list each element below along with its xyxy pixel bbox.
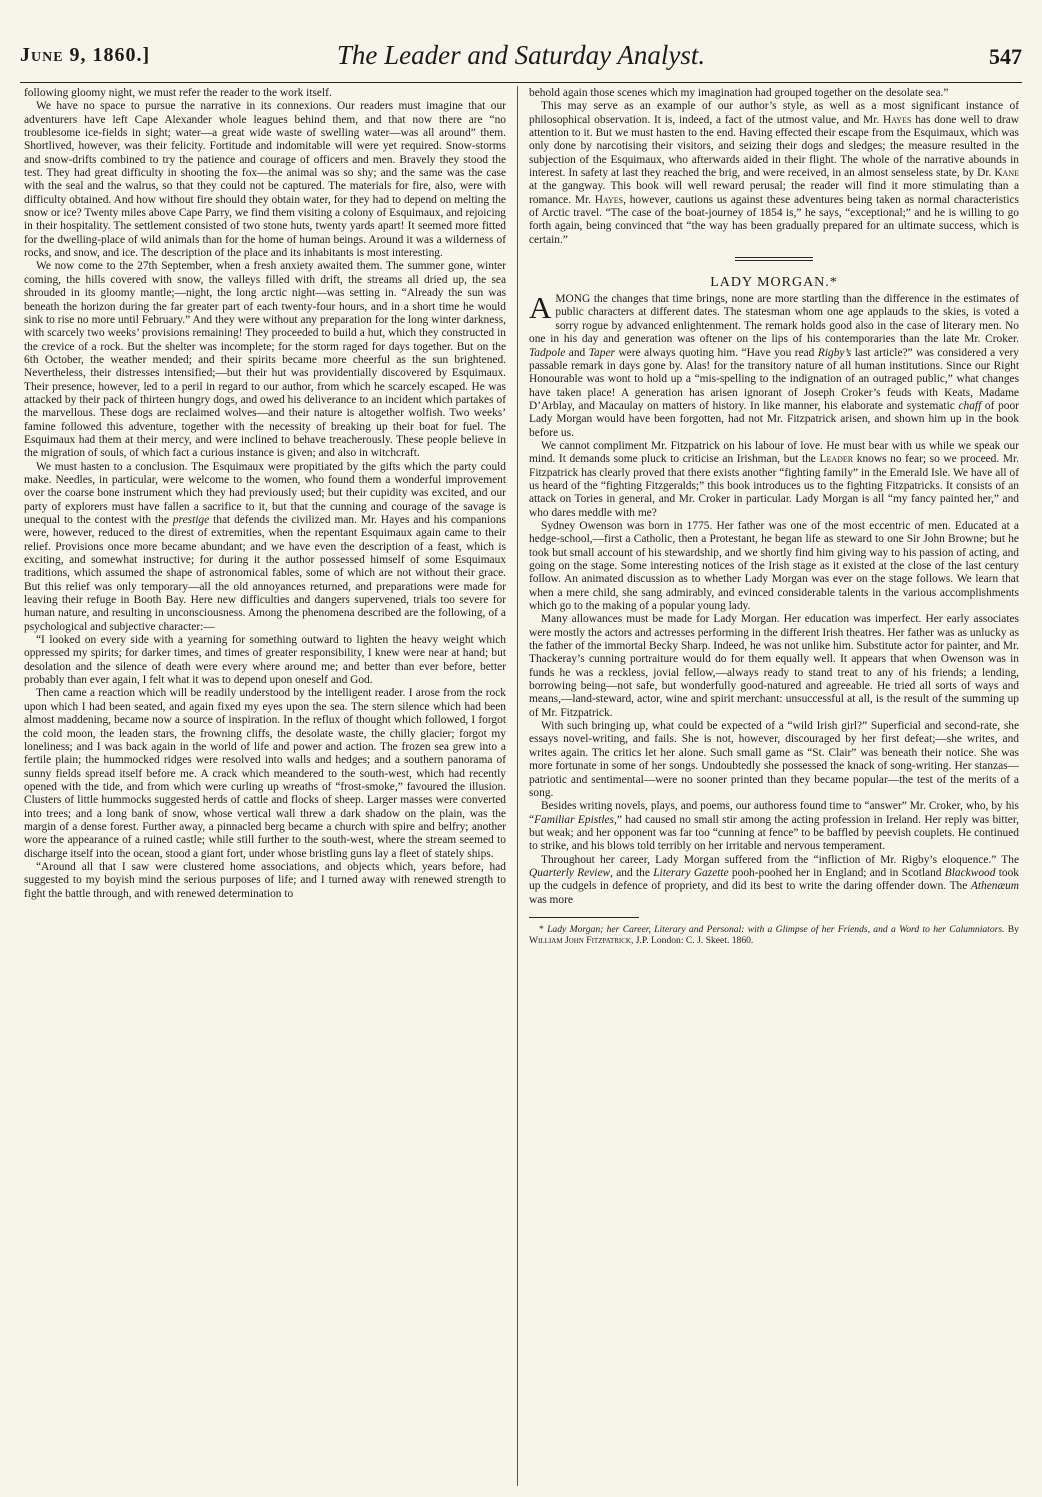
header-rule bbox=[20, 82, 1022, 83]
section-rule bbox=[735, 257, 813, 261]
paragraph: following gloomy night, we must refer the reader to the work itself. bbox=[24, 87, 332, 99]
issue-date: June 9, 1860.] bbox=[20, 44, 151, 66]
footnote-rule bbox=[529, 917, 639, 918]
paragraph: We must hasten to a conclusion. The Esquimaux were propitiated by the gifts which the party could make. Needles, in particular, were welcome to the women, who found them a wonderful improvement over the coarse bone instrument which they had previously used; but their cupidity was excited, and our party of explorers must have fallen a sacrifice to it, but that the cunning and courage of the savage is unequal to the contest with the prestige that defends the civilized man. Mr. Hayes and his companions were, however, reduced to the direst of extremities, when the repentant Esquimaux again came to their relief. Provisions once more became abundant; and we have even the description of a feast, which is exciting, and somewhat instructive; for during it the author possessed himself of some Esquimaux traditions, which assumed the shape of astronomical fables, some of which are not without their grace. But this relief was only temporary—all the old annoyances returned, and preparations were made for leaving their refuge in Booth Bay. Here new difficulties and dangers supervened, trials too severe for human nature, and resulting in unconsciousness. Among the phenomena described are the following, of a psychological and subjective character:— bbox=[24, 460, 506, 633]
publication-title: The Leader and Saturday Analyst. bbox=[336, 40, 706, 70]
paragraph: We cannot compliment Mr. Fitzpatrick on his labour of love. He must bear with us while we speak our mind. It demands some pluck to criticise an Irishman, but the Leader knows no fear; so we proceed. Mr. Fitzpatrick has clearly proved that there exists another “fighting family” in the Emerald Isle. We have all of us heard of the “fighting Fitzgeralds;” this book introduces us to the fighting Fitzpatricks. It consists of an attack on Tories in general, and Mr. Croker in particular. Lady Morgan is all “my fancy painted her,” and who dares meddle with me? bbox=[529, 439, 1019, 519]
paragraph: behold again those scenes which my imagination had grouped together on the desolate sea.” bbox=[529, 87, 949, 99]
paragraph: AMONG the changes that time brings, none are more startling than the difference in the estimates of public characters at different dates. The statesman whom one age applauds to the skies, is voted a sorry rogue by advanced enlightenment. The remark holds good also in the case of literary men. No one in his day and generation was oftener on the lips of his contemporaries than the late Mr. Croker. Tadpole and Taper were always quoting him. “Have you read Rigby’s last article?” was considered a very passable remark in days gone by. Alas! for the transitory nature of all human institutions. Since our Right Honourable was wont to hold up a “mis-spelling to the indignation of an outraged public,” what changes have taken place! A generation has arisen ignorant of Joseph Croker’s feuds with Keats, Madame D’Arblay, and Macaulay on matters of history. In like manner, his elaborate and systematic chaff of poor Lady Morgan would have been forgotten, had not Mr. Fitzpatrick arisen, and shown him up in the book before us. bbox=[529, 290, 1019, 439]
paragraph: We now come to the 27th September, when a fresh anxiety awaited them. The summer gone, winter coming, the hills covered with snow, the valleys filled with drift, the streams all dried up, the sea shrouded in its gloomy mantle;—night, the long arctic night—was setting in. “Already the sun was beneath the horizon during the far greater part of each twenty-four hours, and in a short time he would sink to rise no more until February.” And they were without any preparation for the long winter darkness, with scarcely two weeks’ provisions remaining! They proceeded to build a hut, which they constructed in the crevice of a rock. But the shelter was incomplete; for the storm raged for days together. But on the 6th October, the weather mended; and their spirits became more cheerful as the sun brightened. Nevertheless, their distresses intensified;—but their hut was providentially discovered by Esquimaux. Their presence, however, led to a peril in regard to our author, from which he scarcely escaped. He was attacked by their pack of thirteen hungry dogs, and owed his deliverance to an incident which partakes of the marvellous. These dogs are reclaimed wolves—and their nature is altogether wolfish. Two weeks’ famine followed this adventure, together with the necessity of breaking up their boat for fuel. The Esquimaux had them at their mercy, and were inclined to behave treacherously. These people believe in the migration of souls, of which fact a curious instance is given; and also in witchcraft. bbox=[24, 260, 506, 460]
column-divider bbox=[517, 86, 518, 1486]
right-column bbox=[529, 87, 1019, 1487]
page-header bbox=[20, 40, 1022, 80]
quotation: “Around all that I saw were clustered home associations, and objects which, years before, had suggested to my boyish mind the serious purposes of life; and I turned away with renewed strength to fight the battle through, and with renewed determination to bbox=[24, 860, 506, 900]
left-column bbox=[24, 87, 506, 1487]
article-title: LADY MORGAN.* bbox=[710, 275, 838, 291]
paragraph: Many allowances must be made for Lady Morgan. Her education was imperfect. Her early associates were mostly the actors and actresses performing in the different Irish theatres. Her father was as unlucky as the father of the immortal Becky Sharp. Indeed, he was not unlike him. Substitute actor for painter, and Mr. Thackeray’s cunning portraiture would do for them equally well. It appears that when Owenson was in funds he was a reckless, jovial fellow,—always ready to stand treat to any of his friends; a lending, borrowing being—not safe, but wonderfully good-natured and agreeable. He tried all sorts of ways and means,—land-steward, actor, wine and spirit merchant: unsuccessful at all, is the result of the summing up of Mr. Fitzpatrick. bbox=[529, 613, 1019, 719]
paragraph: Throughout her career, Lady Morgan suffered from the “infliction of Mr. Rigby’s eloquence.” The Quarterly Review, and the Literary Gazette pooh-poohed her in England; and in Scotland Blackwood took up the cudgels in defence of propriety, and did its best to write the daring offender down. The Athenæum was more bbox=[529, 853, 1019, 906]
footnote: * Lady Morgan; her Career, Literary and Personal: with a Glimpse of her Friends, and a Word to her Calumniators. By William John Fitzpatrick, J.P. London: C. J. Skeet. 1860. bbox=[529, 923, 1019, 947]
quotation: “I looked on every side with a yearning for something outward to lighten the heavy weight which oppressed my spirits; for darker times, and times of greater responsibility, I knew were near at hand; but desolation and the silence of death were every where around me; and better than ever before, better probably than ever again, I felt what it was to depend upon oneself and God. bbox=[24, 634, 506, 687]
paragraph: This may serve as an example of our author’s style, as well as a most significant instance of philosophical observation. It is, indeed, a fact of the utmost value, and Mr. Hayes has done well to draw attention to it. But we must hasten to the end. Having effected their escape from the Esquimaux, which was only done by narcotising their visitors, and seizing their dogs and sledges; the measure resulted in the subjection of the Esquimaux, who afterwards aided in their flight. The whole of the narrative abounds in interest. In safety at last they reached the brig, and were received, in an almost senseless state, by Dr. Kane at the gangway. This book will well reward perusal; the reader will find it more stimulating than a romance. Mr. Hayes, however, cautions us against these adventures being taken as normal characteristics of Arctic travel. “The case of the boat-journey of 1854 is,” he says, “exceptional;” and he is willing to go forth again, being convinced that “the way has been gradually prepared for an ultimate success, which is certain.” bbox=[529, 100, 1019, 246]
drop-cap: A bbox=[529, 290, 552, 326]
paragraph: Then came a reaction which will be readily understood by the intelligent reader. I arose from the rock upon which I had been seated, and again fixed my eyes upon the sea. The stern silence which had been almost maddening, became now a source of inspiration. In the reflux of thought which followed, I forgot the cold moon, the leaden stars, the frowning cliffs, the desolate waste, the chilly glacier; forgot my loneliness; and I was back again in the world of life and power and action. The frozen sea grew into a fertile plain; the hummocked ridges were resolved into walls and hedges; and a southern panorama of sunny fields spread itself before me. A crack which meandered to the south-west, which had recently opened with the tide, and from which were curling up wreaths of “frost-smoke,” favoured the illusion. Clusters of little hummocks suggested herds of cattle and flocks of sheep. Larger masses were converted into trees; and a long bank of snow, whose vertical wall threw a dark shadow on the plain, was the margin of a dense forest. Further away, a pinnacled berg became a church with spire and belfry; another wore the appearance of a ruined castle; while still further to the south-west, where the stream seemed to discharge itself into the ocean, stood a giant fort, under whose bristling guns lay a fleet of stately ships. bbox=[24, 687, 506, 860]
italic-term: prestige bbox=[172, 514, 210, 526]
paragraph: Besides writing novels, plays, and poems, our authoress found time to “answer” Mr. Croker, who, by his “Familiar Epistles,” had caused no small stir among the acting profession in Ireland. Her reply was bitter, but weak; and her opponent was far too “cunning at fence” to be baffled by peevish couplets. He continued to strike, and his blows told terribly on her irritable and nervous temperament. bbox=[529, 800, 1019, 853]
paragraph: Sydney Owenson was born in 1775. Her father was one of the most eccentric of men. Educated at a hedge-school,—first a Catholic, then a Protestant, he began life as steward to one Sir John Browne; but he took but small account of his stewardship, and we shortly find him giving way to his passion of acting, and going on the stage. Some interesting notices of the Irish stage as it existed at the close of the last century follow. An animated discussion as to whether Lady Morgan was ever on the stage follows. We learn that when a mere child, she sang admirably, and evinced considerable talents in the various accomplishments which go to the making of a popular young lady. bbox=[529, 519, 1019, 613]
paragraph: With such bringing up, what could be expected of a “wild Irish girl?” Superficial and second-rate, she essays novel-writing, and fails. She is not, however, discouraged by her first defeat;—she writes, and writes again. The critics let her alone. Such small game as “St. Clair” was beneath their notice. She was more fortunate in some of her songs. Undoubtedly she possessed the knack of song-writing. Her stanzas—patriotic and sentimental—were no sooner printed than they became popular—the test of the merits of a song. bbox=[529, 720, 1019, 799]
page-number: 547 bbox=[989, 44, 1022, 69]
paragraph: We have no space to pursue the narrative in its connexions. Our readers must imagine that our adventurers have left Cape Alexander whole leagues behind them, and that now there are “no troublesome ice-fields in sight; water—a great wide waste of swelling water—was all around” them. Shortlived, however, was their felicity. Fortitude and indomitable will were yet required. Snow-storms and snow-drifts combined to try the patience and courage of officers and men. Bravely they stood the test. They had great difficulty in shooting the fox—the animal was so shy; and the same was the case with the seal and the walrus, so that they could not be captured. The materials for fire, also, were with difficulty obtained. And how without fire should they obtain water, for they had to depend on melting the snow or ice? Twenty miles above Cape Parry, we find them visiting a colony of Esquimaux, and rejoicing in their hospitality. The settlement consisted of two stone huts, twenty yards apart! It seemed more fitted for the dwelling-place of wild animals than for the home of human beings. Around it was a wilderness of rocks, and snow, and ice. The description of the place and its inhabitants is most interesting. bbox=[24, 100, 506, 260]
